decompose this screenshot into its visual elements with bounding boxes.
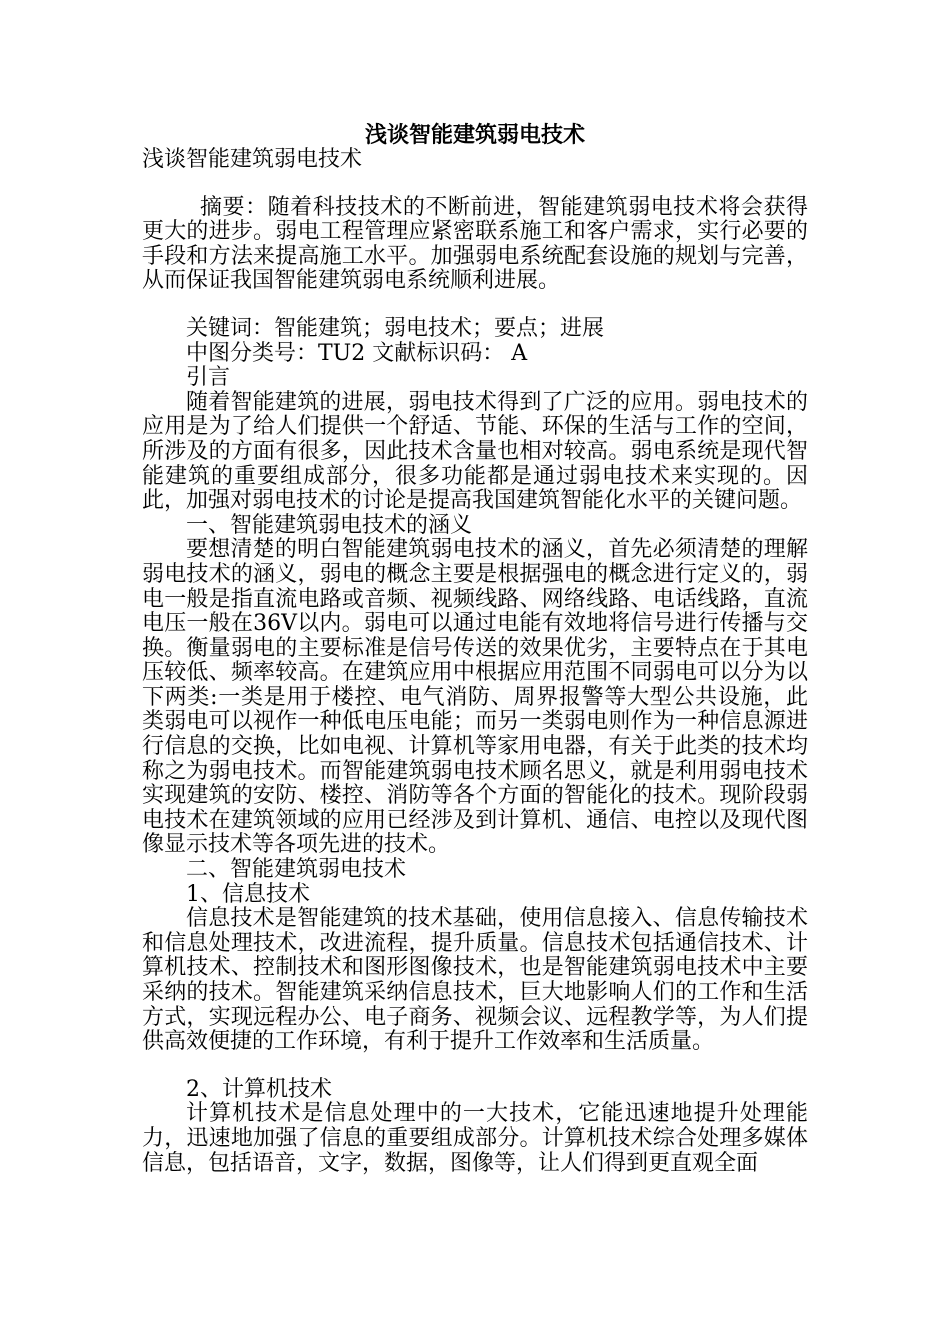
intro-paragraph: 随着智能建筑的进展，弱电技术得到了广泛的应用。弱电技术的应用是为了给人们提供一个舒适、节能、环保的生活与工作的空间，所涉及的方面有很多，因此技术含量也相对较高。弱电系统是现代智能建筑的重要组成部分，很多功能都是通过弱电技术来实现的。因此，加强对弱电技术的讨论是提高我国建筑智能化水平的关键问题。 xyxy=(142,389,808,514)
section1-paragraph: 要想清楚的明白智能建筑弱电技术的涵义，首先必须清楚的理解弱电技术的涵义，弱电的概念主要是根据强电的概念进行定义的，弱电一般是指直流电路或音频、视频线路、网络线路、电话线路，直流电压一般在36V以内。弱电可以通过电能有效地将信号进行传播与交换。衡量弱电的主要标准是信号传送的效果优劣，主要特点在于其电压较低、频率较高。在建筑应用中根据应用范围不同弱电可以分为以下两类:一类是用于楼控、电气消防、周界报警等大型公共设施，此类弱电可以视作一种低电压电能；而另一类弱电则作为一种信息源进行信息的交换，比如电视、计算机等家用电器，有关于此类的技术均称之为弱电技术。而智能建筑弱电技术顾名思义，就是利用弱电技术实现建筑的安防、楼控、消防等各个方面的智能化的技术。现阶段弱电技术在建筑领域的应用已经涉及到计算机、通信、电控以及现代图像显示技术等各项先进的技术。 xyxy=(142,537,808,858)
classification-line: 中图分类号：TU2 文献标识码： A xyxy=(186,340,528,366)
intro-heading: 引言 xyxy=(186,365,231,391)
document-title: 浅谈智能建筑弱电技术 xyxy=(364,122,585,148)
sub1-heading: 1、信息技术 xyxy=(186,881,310,907)
sub1-paragraph: 信息技术是智能建筑的技术基础，使用信息接入、信息传输技术和信息处理技术，改进流程，提升质量。信息技术包括通信技术、计算机技术、控制技术和图形图像技术，也是智能建筑弱电技术中主要采纳的技术。智能建筑采纳信息技术，巨大地影响人们的工作和生活方式，实现远程办公、电子商务、视频会议、远程教学等，为人们提供高效便捷的工作环境，有利于提升工作效率和生活质量。 xyxy=(142,906,808,1055)
sub2-paragraph: 计算机技术是信息处理中的一大技术，它能迅速地提升处理能力，迅速地加强了信息的重要组成部分。计算机技术综合处理多媒体信息，包括语音，文字，数据，图像等，让人们得到更直观全面 xyxy=(142,1101,808,1176)
document-subtitle: 浅谈智能建筑弱电技术 xyxy=(142,147,363,172)
sub2-heading: 2、计算机技术 xyxy=(186,1076,332,1102)
document-body xyxy=(142,148,808,1176)
section1-heading: 一、智能建筑弱电技术的涵义 xyxy=(186,512,473,538)
keywords-line: 关键词：智能建筑；弱电技术；要点；进展 xyxy=(186,315,605,341)
abstract-paragraph: 摘要：随着科技技术的不断前进，智能建筑弱电技术将会获得更大的进步。弱电工程管理应紧密联系施工和客户需求，实行必要的手段和方法来提高施工水平。加强弱电系统配套设施的规划与完善，从而保证我国智能建筑弱电系统顺利进展。 xyxy=(142,194,808,294)
section2-heading: 二、智能建筑弱电技术 xyxy=(186,857,407,883)
